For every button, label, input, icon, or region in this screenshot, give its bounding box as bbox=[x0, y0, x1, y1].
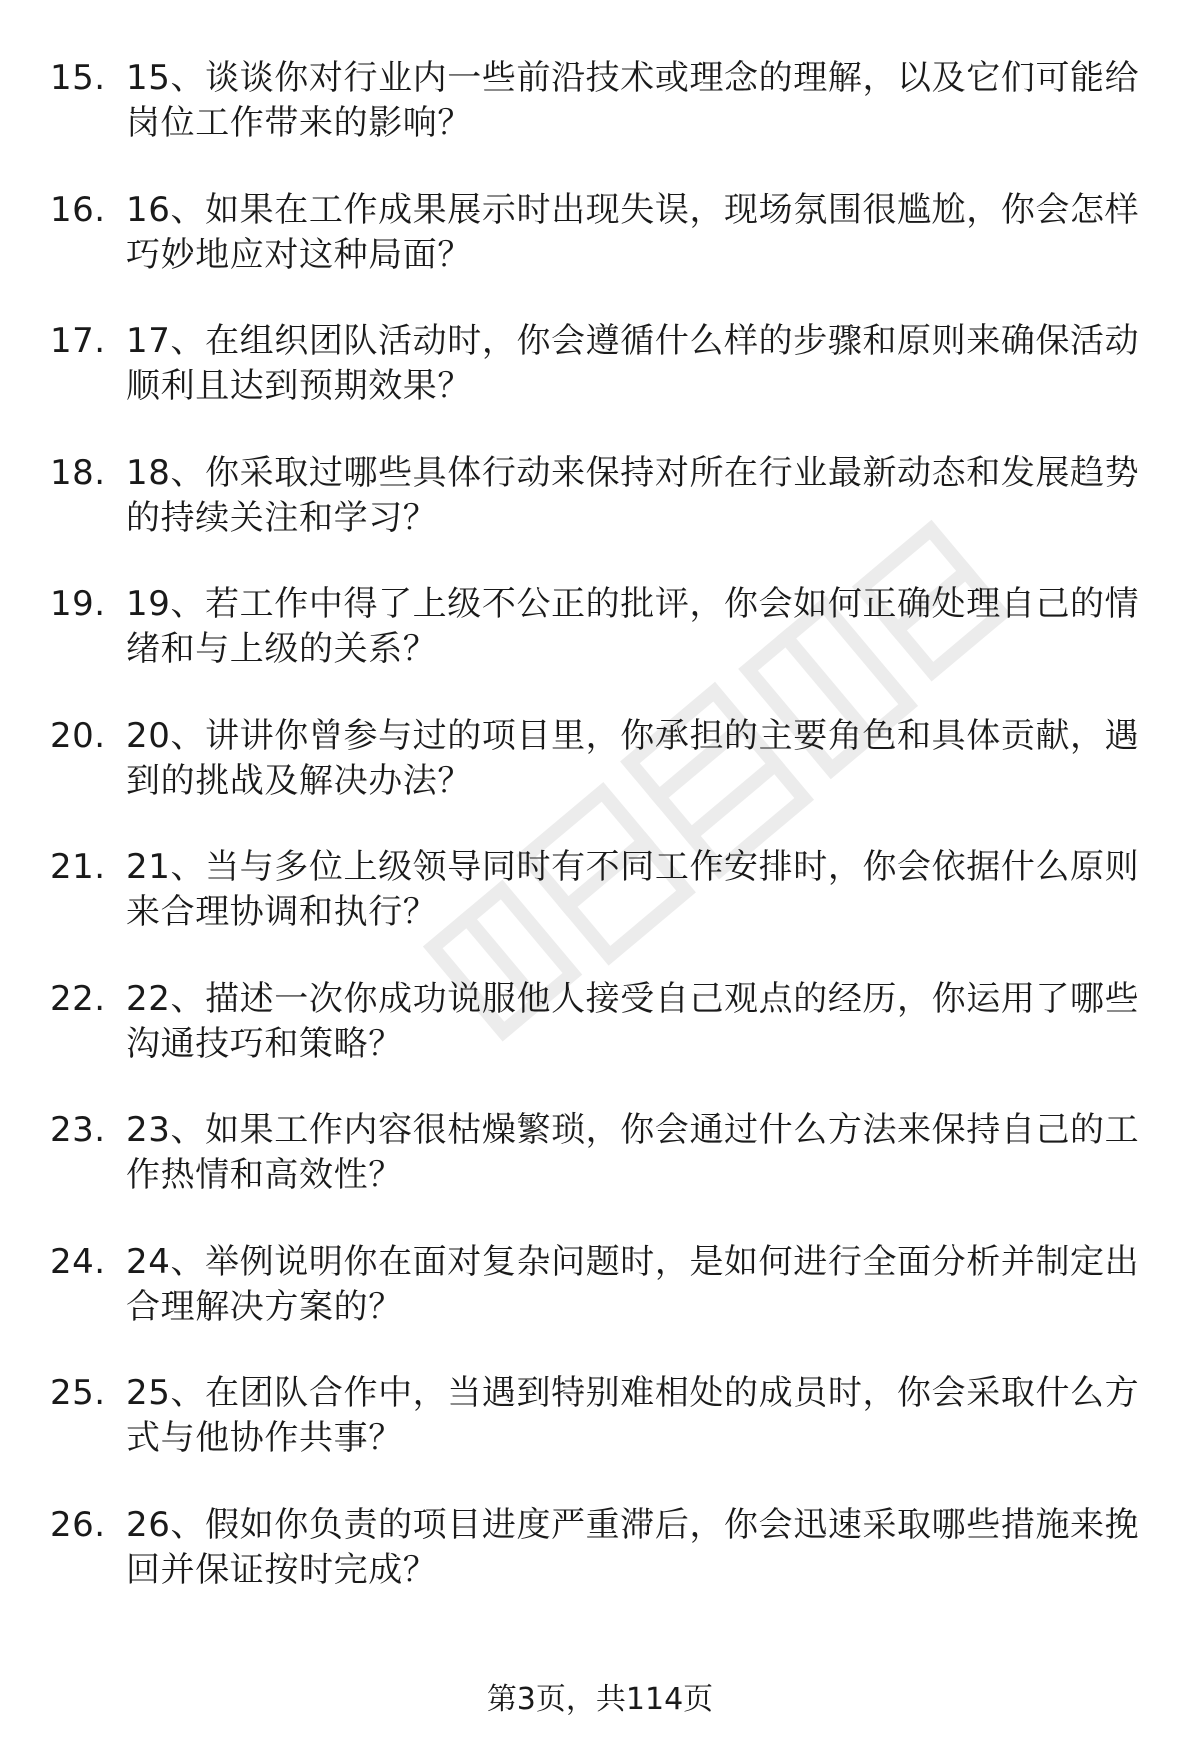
page-footer: 第3页，共114页 bbox=[486, 1682, 714, 1717]
question-text: 24、举例说明你在面对复杂问题时，是如何进行全面分析并制定出合理解决方案的？ bbox=[126, 1241, 1140, 1327]
question-text: 16、如果在工作成果展示时出现失误，现场氛围很尴尬，你会怎样巧妙地应对这种局面？ bbox=[126, 189, 1140, 275]
list-item bbox=[50, 1371, 1160, 1503]
list-item bbox=[50, 451, 1160, 583]
question-text: 21、当与多位上级领导同时有不同工作安排时，你会依据什么原则来合理协调和执行？ bbox=[126, 847, 1140, 932]
question-text: 17、在组织团队活动时，你会遵循什么样的步骤和原则来确保活动顺利且达到预期效果？ bbox=[126, 321, 1140, 406]
question-number: 25. bbox=[50, 1373, 106, 1413]
list-item bbox=[50, 714, 1160, 846]
list-item bbox=[50, 977, 1160, 1109]
list-item bbox=[50, 56, 1160, 188]
list-item bbox=[50, 1240, 1160, 1372]
question-number: 26. bbox=[50, 1504, 106, 1545]
list-item bbox=[50, 1503, 1160, 1635]
question-text: 18、你采取过哪些具体行动来保持对所在行业最新动态和发展趋势的持续关注和学习？ bbox=[126, 452, 1140, 538]
question-number: 23. bbox=[50, 1110, 106, 1150]
question-number: 18. bbox=[50, 452, 106, 493]
question-number: 17. bbox=[50, 321, 106, 361]
question-number: 19. bbox=[50, 584, 106, 624]
question-text: 26、假如你负责的项目进度严重滞后，你会迅速采取哪些措施来挽回并保证按时完成？ bbox=[126, 1504, 1140, 1590]
list-item bbox=[50, 845, 1160, 977]
list-item bbox=[50, 188, 1160, 320]
list-item bbox=[50, 319, 1160, 451]
question-text: 25、在团队合作中，当遇到特别难相处的成员时，你会采取什么方式与他协作共事？ bbox=[126, 1373, 1140, 1458]
question-text: 22、描述一次你成功说服他人接受自己观点的经历，你运用了哪些沟通技巧和策略？ bbox=[126, 978, 1140, 1064]
list-item bbox=[50, 1108, 1160, 1240]
question-text: 23、如果工作内容很枯燥繁琐，你会通过什么方法来保持自己的工作热情和高效性？ bbox=[126, 1110, 1140, 1195]
question-number: 15. bbox=[50, 58, 106, 98]
question-number: 24. bbox=[50, 1241, 106, 1282]
question-list bbox=[50, 56, 1160, 1634]
list-item bbox=[50, 582, 1160, 714]
question-number: 16. bbox=[50, 189, 106, 230]
question-number: 22. bbox=[50, 978, 106, 1019]
question-number: 20. bbox=[50, 715, 106, 756]
question-text: 15、谈谈你对行业内一些前沿技术或理念的理解，以及它们可能给岗位工作带来的影响？ bbox=[126, 58, 1140, 143]
question-number: 21. bbox=[50, 847, 106, 887]
question-text: 19、若工作中得了上级不公正的批评，你会如何正确处理自己的情绪和与上级的关系？ bbox=[126, 584, 1140, 669]
question-text: 20、讲讲你曾参与过的项目里，你承担的主要角色和具体贡献，遇到的挑战及解决办法？ bbox=[126, 715, 1140, 801]
